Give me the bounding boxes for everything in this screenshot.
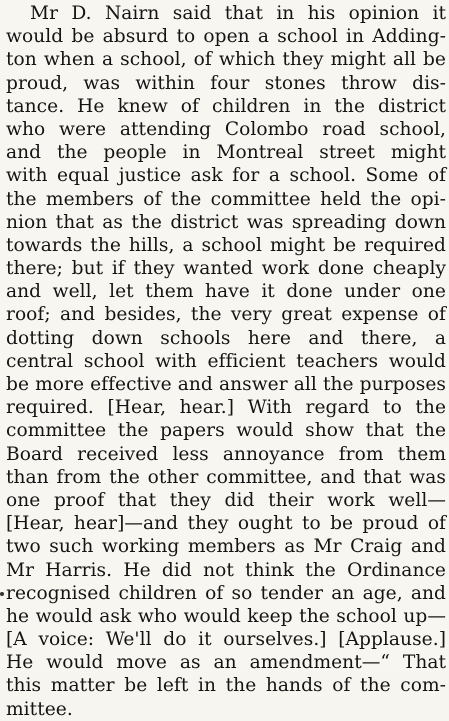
- article-line: towards the hills, a school might be required: [6, 234, 446, 256]
- article-line: He would move as an amendment—“ That: [6, 652, 446, 674]
- margin-mark: [0, 592, 4, 596]
- article-line: Board received less annoyance from them: [6, 443, 446, 465]
- article-line: who were attending Colombo road school,: [6, 118, 446, 140]
- article-line: dotting down schools here and there, a: [6, 327, 446, 349]
- article-line: proud, was within four stones throw dis-: [6, 72, 446, 94]
- article-line: this matter be left in the hands of the com-: [6, 675, 446, 697]
- article-line: recognised children of so tender an age, and: [6, 582, 446, 604]
- article-line: required. [Hear, hear.] With regard to the: [6, 397, 446, 419]
- article-line: Mr Harris. He did not think the Ordinance: [6, 559, 446, 581]
- article-line: two such working members as Mr Craig and: [6, 536, 446, 558]
- article-line: nion that as the district was spreading down: [6, 211, 446, 233]
- article-line: ton when a school, of which they might all be: [6, 49, 446, 71]
- article-line: there; but if they wanted work done cheaply: [6, 258, 446, 280]
- article-line: central school with efficient teachers would: [6, 350, 446, 372]
- article-line: and well, let them have it done under one: [6, 281, 446, 303]
- article-line: the members of the committee held the opi-: [6, 188, 446, 210]
- article-line: and the people in Montreal street might: [6, 142, 446, 164]
- article-column: [6, 2, 446, 721]
- article-line: tance. He knew of children in the district: [6, 95, 446, 117]
- article-line: mittee.: [6, 698, 73, 720]
- article-line: roof; and besides, the very great expense of: [6, 304, 446, 326]
- article-line: Mr D. Nairn said that in his opinion it: [30, 3, 446, 24]
- article-line: would be absurd to open a school in Adding-: [6, 26, 446, 48]
- article-line: be more effective and answer all the purposes: [6, 374, 446, 395]
- article-line: than from the other committee, and that was: [6, 466, 446, 488]
- article-line: [Hear, hear]—and they ought to be proud of: [6, 513, 446, 535]
- article-line: he would ask who would keep the school up—: [6, 605, 446, 627]
- article-line: one proof that they did their work well—: [6, 489, 446, 511]
- article-line: with equal justice ask for a school. Some of: [6, 165, 446, 187]
- article-line: committee the papers would show that the: [6, 420, 446, 442]
- article-line: [A voice: We'll do it ourselves.] [Applause.]: [6, 629, 446, 651]
